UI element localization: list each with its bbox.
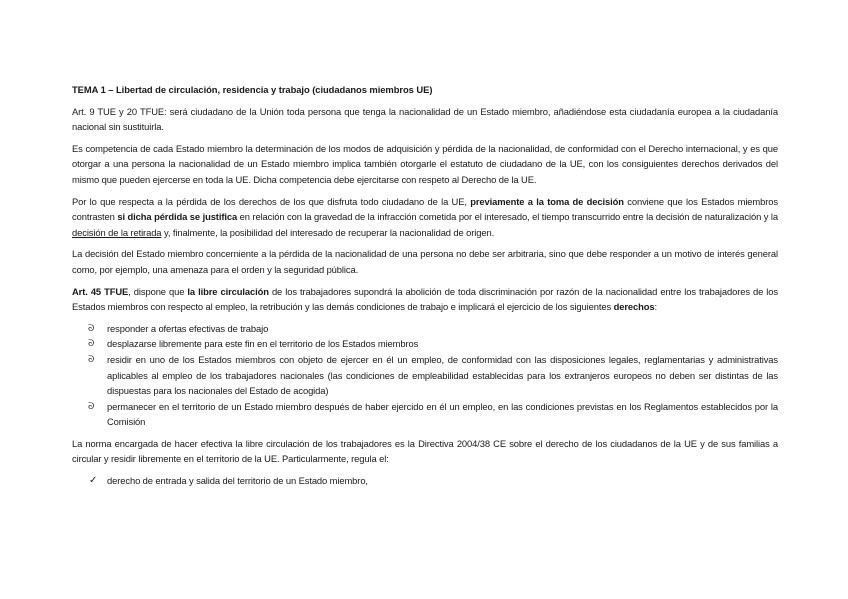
section-title: TEMA 1 – Libertad de circulación, residencia y trabajo (ciudadanos miembros UE) bbox=[72, 84, 433, 95]
list-item-text: responder a ofertas efectivas de trabajo bbox=[107, 322, 269, 334]
list-item bbox=[72, 336, 778, 352]
checkmark-icon: ✓ bbox=[89, 475, 98, 487]
text-run: Por lo que respecta a la pérdida de los derechos de los que disfruta todo ciudadano de la UE, bbox=[72, 195, 471, 207]
text-run: y, finalmente, la posibilidad del interesado de recuperar la nacionalidad de origen. bbox=[161, 226, 495, 238]
text-run: de los trabajadores supondrá la abolición de toda discriminación por razón de la nacionalidad entre los trabajadores de los Estados miembros con respecto al empleo, la retribución y las demás condiciones de trabajo e implicará el ejercicio de los siguientes bbox=[72, 285, 778, 313]
paragraph-decision-estado: La decisión del Estado miembro concerniente a la pérdida de la nacionalidad de una persona no debe ser arbitraria, sino que debe responder a un motivo de interés general como, por ejemplo, una amenaza para el orden y la seguridad pública. bbox=[72, 248, 778, 275]
list-item-text: desplazarse libremente para este fin en el territorio de los Estados miembros bbox=[107, 338, 419, 350]
list-item-text: residir en uno de los Estados miembros con objeto de ejercer en él un empleo, de conformidad con las disposiciones legales, reglamentarias y administrativas aplicables al empleo de los trabajadores nacionales (las condiciones de empleabilidad establecidas para los extranjeros europeos no deben ser distintas de las dispuestas para los nacionales del Estado de acogida) bbox=[107, 353, 778, 397]
paragraph-directiva: La norma encargada de hacer efectiva la libre circulación de los trabajadores es la Directiva 2004/38 CE sobre el derecho de los ciudadanos de la UE y de sus familias a circular y residir libremente en el territorio de la UE. Particularmente, regula el: bbox=[72, 437, 778, 465]
bullet-icon: ᘐ bbox=[88, 322, 95, 333]
list-item bbox=[72, 321, 778, 337]
list-item-text: permanecer en el territorio de un Estado miembro después de haber ejercido en él un empleo, en las condiciones previstas en los Reglamentos establecidos por la Comisión bbox=[107, 400, 778, 428]
text-run: : bbox=[654, 301, 657, 313]
bold-text: previamente a la toma de decisión bbox=[470, 195, 624, 207]
list-item bbox=[72, 352, 778, 399]
bold-text: Art. 45 TFUE bbox=[72, 285, 129, 297]
bullet-icon: ᘐ bbox=[88, 338, 95, 349]
paragraph-art45 bbox=[72, 284, 778, 315]
bold-text: la libre circulación bbox=[187, 285, 269, 297]
bold-text: derechos bbox=[613, 301, 655, 313]
bullet-icon: ᘐ bbox=[88, 400, 95, 411]
text-run: , dispone que bbox=[128, 285, 188, 297]
paragraph-competencia: Es competencia de cada Estado miembro la determinación de los modos de adquisición y pérdida de la nacionalidad, de conformidad con el Derecho internacional, y es que otorgar a una persona la nacionalidad de un Estado miembro implica también otorgarle el estatuto de ciudadano de la UE, con los consiguientes derechos derivados del mismo que pueden ejercerse en toda la UE. Dicha competencia debe ejercitarse con respeto al Derecho de la UE. bbox=[72, 142, 778, 185]
list-item-text: derecho de entrada y salida del territorio de un Estado miembro, bbox=[107, 475, 368, 487]
underlined-text: decisión de la retirada bbox=[72, 226, 162, 238]
text-run: conviene que los Estados miembros contrasten bbox=[72, 195, 778, 223]
bullet-icon: ᘐ bbox=[88, 353, 95, 364]
paragraph-art9: Art. 9 TUE y 20 TFUE: será ciudadano de la Unión toda persona que tenga la nacionalidad de un Estado miembro, añadiéndose esta ciudadanía europea a la ciudadanía nacional sin sustituirla. bbox=[72, 105, 778, 133]
text-run: en relación con la gravedad de la infracción cometida por el interesado, el tiempo transcurrido entre la decisión de naturalización y la bbox=[237, 211, 778, 223]
list-item bbox=[72, 399, 778, 430]
rights-list bbox=[72, 321, 778, 430]
bold-text: si dicha pérdida se justifica bbox=[117, 211, 238, 223]
list-item bbox=[72, 473, 778, 489]
directive-list bbox=[72, 473, 778, 489]
document-page bbox=[72, 82, 778, 489]
paragraph-perdida-derechos bbox=[72, 194, 778, 241]
